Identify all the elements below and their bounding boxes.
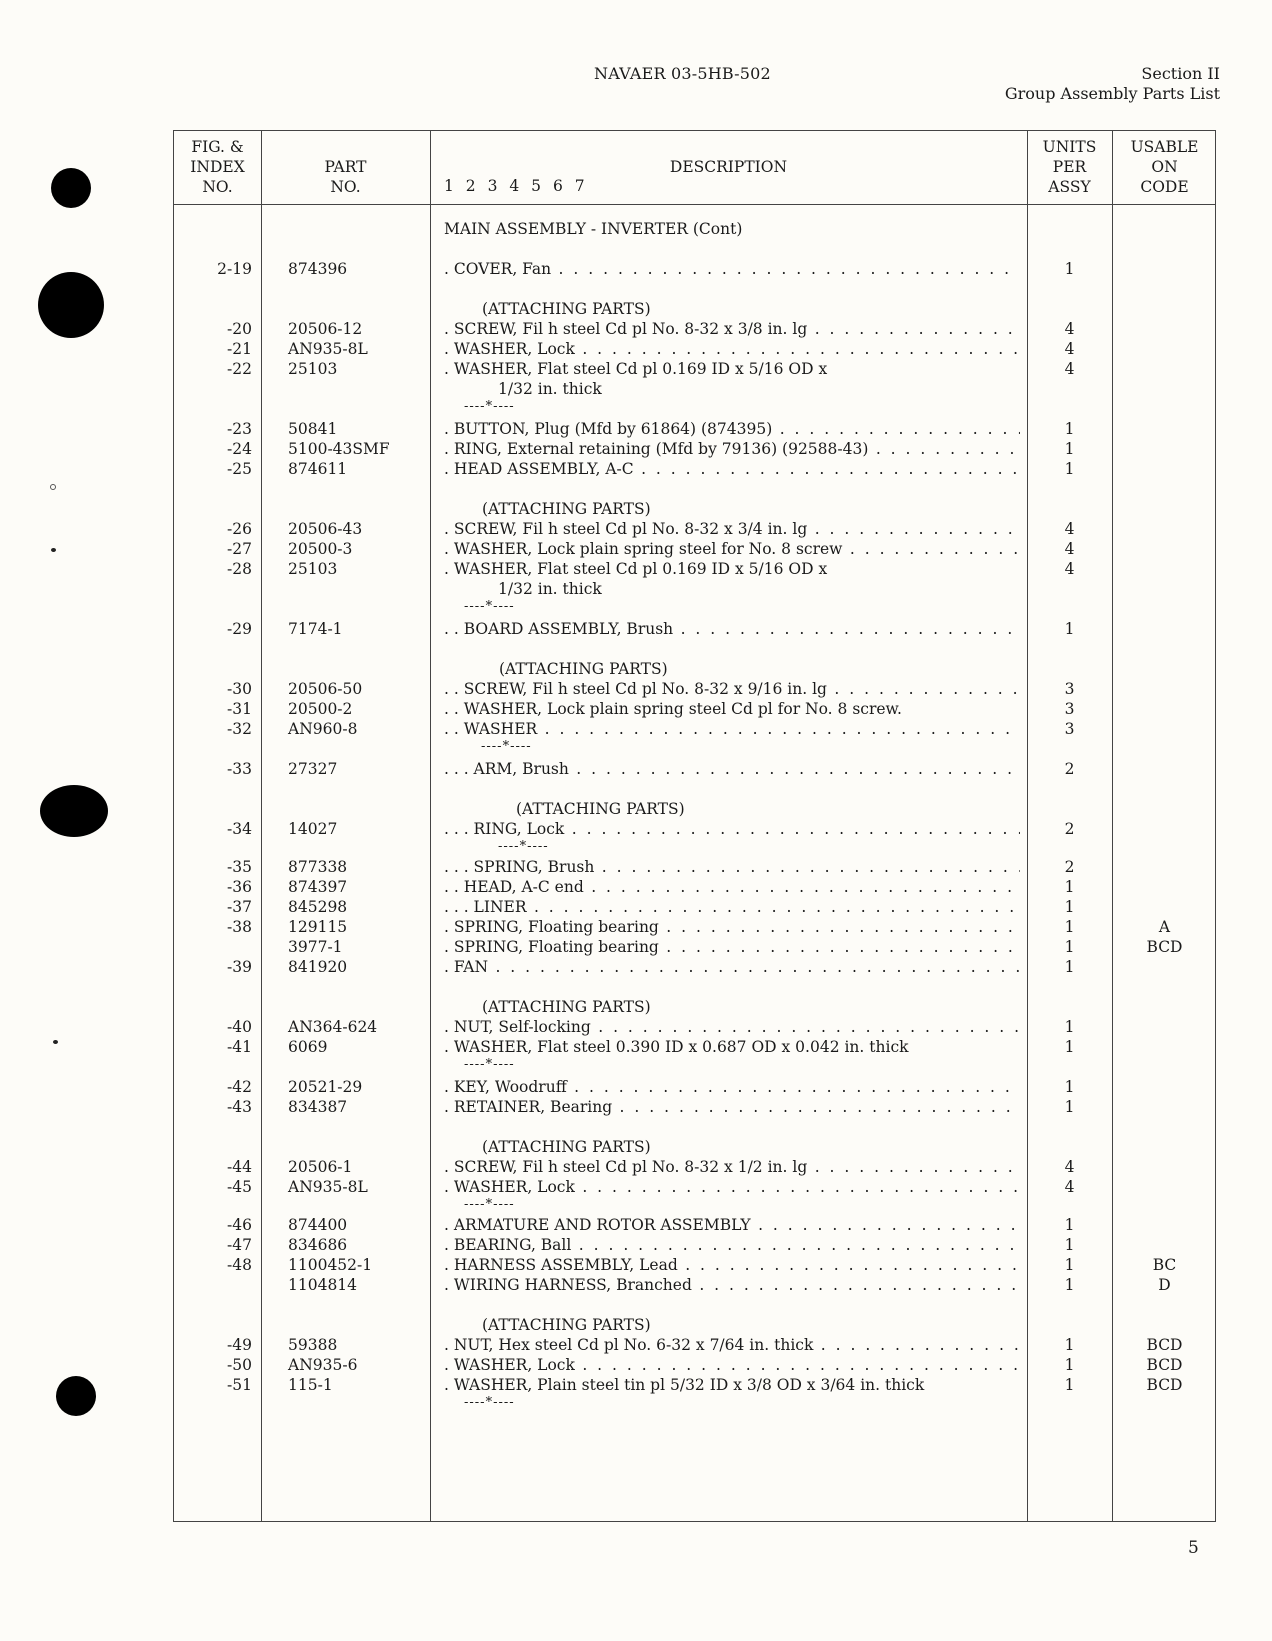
index-number: -38 xyxy=(227,918,252,936)
part-number: 20506-50 xyxy=(288,680,363,698)
units-per-assy: 1 xyxy=(1064,1038,1075,1056)
part-number: 834387 xyxy=(288,1098,348,1116)
part-number: 874396 xyxy=(288,260,348,278)
col-header-units: UNITS PER ASSY xyxy=(1042,138,1097,196)
description: . . . LINER . . . xyxy=(444,897,1020,917)
table-row xyxy=(174,359,1215,379)
index-number: -25 xyxy=(227,460,252,478)
index-number: -48 xyxy=(227,1256,252,1274)
units-per-assy: 3 xyxy=(1064,680,1075,698)
description: . WASHER, Lock . . . xyxy=(444,339,1020,359)
table-row xyxy=(174,1017,1215,1037)
units-per-assy: 2 xyxy=(1064,820,1075,838)
part-number: 3977-1 xyxy=(288,938,343,956)
row-attach xyxy=(174,1315,1215,1335)
table-row xyxy=(174,917,1215,937)
table-row xyxy=(174,319,1215,339)
table-row xyxy=(174,679,1215,699)
description: . ARMATURE AND ROTOR ASSEMBLY . . . xyxy=(444,1215,1020,1235)
description: . BUTTON, Plug (Mfd by 61864) (874395) . . . xyxy=(444,419,1020,439)
header-divider xyxy=(174,204,1215,205)
attaching-parts-label: (ATTACHING PARTS) xyxy=(499,660,668,678)
separator: ----*---- xyxy=(464,399,515,414)
description: . . BOARD ASSEMBLY, Brush . . . xyxy=(444,619,1020,639)
index-number: -20 xyxy=(227,320,252,338)
usable-on-code: BCD xyxy=(1146,938,1183,956)
table-row xyxy=(174,419,1215,439)
table-row xyxy=(174,1097,1215,1117)
units-per-assy: 1 xyxy=(1064,898,1075,916)
index-number: -39 xyxy=(227,958,252,976)
row-attach xyxy=(174,799,1215,819)
index-number: -23 xyxy=(227,420,252,438)
description: . RETAINER, Bearing . . . xyxy=(444,1097,1020,1117)
attaching-parts-label: (ATTACHING PARTS) xyxy=(482,500,651,518)
table-row xyxy=(174,1335,1215,1355)
table-row xyxy=(174,259,1215,279)
units-per-assy: 1 xyxy=(1064,878,1075,896)
part-number: 20500-2 xyxy=(288,700,353,718)
table-row xyxy=(174,439,1215,459)
part-number: 27327 xyxy=(288,760,338,778)
units-per-assy: 2 xyxy=(1064,858,1075,876)
row-sep xyxy=(174,1195,1215,1215)
row-title xyxy=(174,219,1215,239)
index-number: -37 xyxy=(227,898,252,916)
table-row xyxy=(174,339,1215,359)
description: . KEY, Woodruff . . . xyxy=(444,1077,1020,1097)
table-row xyxy=(174,699,1215,719)
units-per-assy: 3 xyxy=(1064,720,1075,738)
index-number: -43 xyxy=(227,1098,252,1116)
index-number: -46 xyxy=(227,1216,252,1234)
index-number: -47 xyxy=(227,1236,252,1254)
section-title: Group Assembly Parts List xyxy=(1004,84,1220,103)
attaching-parts-label: (ATTACHING PARTS) xyxy=(482,1138,651,1156)
index-number: -30 xyxy=(227,680,252,698)
units-per-assy: 1 xyxy=(1064,1376,1075,1394)
row-attach xyxy=(174,299,1215,319)
separator: ----*---- xyxy=(464,1197,515,1212)
index-number: -44 xyxy=(227,1158,252,1176)
description: . WASHER, Lock . . . xyxy=(444,1177,1020,1197)
row-sep xyxy=(174,837,1215,857)
description: . . . SPRING, Brush . . . xyxy=(444,857,1020,877)
description: . NUT, Self-locking . . . xyxy=(444,1017,1020,1037)
index-number: -34 xyxy=(227,820,252,838)
units-per-assy: 1 xyxy=(1064,460,1075,478)
attaching-parts-label: (ATTACHING PARTS) xyxy=(482,998,651,1016)
part-number: 20506-43 xyxy=(288,520,363,538)
table-row xyxy=(174,619,1215,639)
speck xyxy=(50,484,56,490)
units-per-assy: 1 xyxy=(1064,918,1075,936)
index-number: -24 xyxy=(227,440,252,458)
index-number: -22 xyxy=(227,360,252,378)
table-row xyxy=(174,937,1215,957)
document-number: NAVAER 03-5HB-502 xyxy=(594,64,771,83)
units-per-assy: 1 xyxy=(1064,440,1075,458)
index-number: -21 xyxy=(227,340,252,358)
description: . SCREW, Fil h steel Cd pl No. 8-32 x 3/4 in. lg . . . xyxy=(444,519,1020,539)
section-heading xyxy=(1005,64,1220,104)
table-row xyxy=(174,1037,1215,1057)
description: . SCREW, Fil h steel Cd pl No. 8-32 x 3/8 in. lg . . . xyxy=(444,319,1020,339)
row-sep xyxy=(174,737,1215,757)
units-per-assy: 4 xyxy=(1064,1158,1075,1176)
units-per-assy: 1 xyxy=(1064,260,1075,278)
description: . . SCREW, Fil h steel Cd pl No. 8-32 x 9/16 in. lg . . . xyxy=(444,679,1020,699)
row-cont xyxy=(174,579,1215,599)
usable-on-code: BCD xyxy=(1146,1376,1183,1394)
units-per-assy: 1 xyxy=(1064,1236,1075,1254)
attaching-parts-label: (ATTACHING PARTS) xyxy=(516,800,685,818)
table-row xyxy=(174,1375,1215,1395)
index-number: -26 xyxy=(227,520,252,538)
usable-on-code: BCD xyxy=(1146,1336,1183,1354)
index-number: -28 xyxy=(227,560,252,578)
units-per-assy: 2 xyxy=(1064,760,1075,778)
part-number: 874611 xyxy=(288,460,348,478)
description: . . . ARM, Brush . . . xyxy=(444,759,1020,779)
index-number: -42 xyxy=(227,1078,252,1096)
description: . WASHER, Plain steel tin pl 5/32 ID x 3/8 OD x 3/64 in. thick xyxy=(444,1376,925,1394)
description: . WASHER, Lock plain spring steel for No. 8 screw . . . xyxy=(444,539,1020,559)
units-per-assy: 1 xyxy=(1064,1018,1075,1036)
units-per-assy: 4 xyxy=(1064,1178,1075,1196)
index-number: -50 xyxy=(227,1356,252,1374)
units-per-assy: 1 xyxy=(1064,1276,1075,1294)
description: . RING, External retaining (Mfd by 79136) (92588-43) . . . xyxy=(444,439,1020,459)
index-number: -27 xyxy=(227,540,252,558)
units-per-assy: 4 xyxy=(1064,560,1075,578)
part-number: 1100452-1 xyxy=(288,1256,373,1274)
attaching-parts-label: (ATTACHING PARTS) xyxy=(482,300,651,318)
assembly-title: MAIN ASSEMBLY - INVERTER (Cont) xyxy=(444,220,743,238)
description: . SPRING, Floating bearing . . . xyxy=(444,917,1020,937)
description: . HARNESS ASSEMBLY, Lead . . . xyxy=(444,1255,1020,1275)
row-sep xyxy=(174,1055,1215,1075)
index-number: -51 xyxy=(227,1376,252,1394)
description: . SCREW, Fil h steel Cd pl No. 8-32 x 1/2 in. lg . . . xyxy=(444,1157,1020,1177)
table-row xyxy=(174,857,1215,877)
description: . WASHER, Lock . . . xyxy=(444,1355,1020,1375)
part-number: AN935-8L xyxy=(288,1178,368,1196)
index-number: -41 xyxy=(227,1038,252,1056)
part-number: 25103 xyxy=(288,560,338,578)
part-number: 115-1 xyxy=(288,1376,333,1394)
punch-hole-2 xyxy=(38,272,104,338)
table-row xyxy=(174,759,1215,779)
row-attach xyxy=(174,1137,1215,1157)
description: . COVER, Fan . . . xyxy=(444,259,1020,279)
units-per-assy: 1 xyxy=(1064,958,1075,976)
table-row xyxy=(174,1077,1215,1097)
col-header-part: PART NO. xyxy=(324,158,367,196)
units-per-assy: 1 xyxy=(1064,938,1075,956)
units-per-assy: 1 xyxy=(1064,1078,1075,1096)
row-attach xyxy=(174,997,1215,1017)
separator: ----*---- xyxy=(464,1395,515,1410)
units-per-assy: 1 xyxy=(1064,1216,1075,1234)
usable-on-code: A xyxy=(1158,918,1171,936)
table-row xyxy=(174,1177,1215,1197)
table-row xyxy=(174,1355,1215,1375)
table-row xyxy=(174,1275,1215,1295)
part-number: AN960-8 xyxy=(288,720,358,738)
separator: ----*---- xyxy=(464,599,515,614)
part-number: 129115 xyxy=(288,918,348,936)
units-per-assy: 1 xyxy=(1064,1336,1075,1354)
units-per-assy: 4 xyxy=(1064,360,1075,378)
units-per-assy: 1 xyxy=(1064,1098,1075,1116)
part-number: 20521-29 xyxy=(288,1078,363,1096)
part-number: AN364-624 xyxy=(288,1018,378,1036)
table-row xyxy=(174,459,1215,479)
index-number: -32 xyxy=(227,720,252,738)
usable-on-code: D xyxy=(1158,1276,1171,1294)
table-row xyxy=(174,719,1215,739)
part-number: 874397 xyxy=(288,878,348,896)
separator: ----*---- xyxy=(464,1057,515,1072)
index-number: -35 xyxy=(227,858,252,876)
index-number: -36 xyxy=(227,878,252,896)
part-number: AN935-8L xyxy=(288,340,368,358)
row-sep xyxy=(174,1393,1215,1413)
part-number: 877338 xyxy=(288,858,348,876)
units-per-assy: 3 xyxy=(1064,700,1075,718)
part-number: 20506-1 xyxy=(288,1158,353,1176)
table-row xyxy=(174,957,1215,977)
speck xyxy=(51,548,56,552)
units-per-assy: 4 xyxy=(1064,520,1075,538)
part-number: 7174-1 xyxy=(288,620,343,638)
units-per-assy: 1 xyxy=(1064,1256,1075,1274)
part-number: 50841 xyxy=(288,420,338,438)
description: . NUT, Hex steel Cd pl No. 6-32 x 7/64 in. thick . . . xyxy=(444,1335,1020,1355)
page-number: 5 xyxy=(1188,1538,1199,1558)
separator: ----*---- xyxy=(481,739,532,754)
table-row xyxy=(174,519,1215,539)
row-cont xyxy=(174,379,1215,399)
table-row xyxy=(174,819,1215,839)
part-number: AN935-6 xyxy=(288,1356,358,1374)
attaching-parts-label: (ATTACHING PARTS) xyxy=(482,1316,651,1334)
col-header-code: USABLE ON CODE xyxy=(1130,138,1199,196)
description: . . . RING, Lock . . . xyxy=(444,819,1020,839)
part-number: 25103 xyxy=(288,360,338,378)
usable-on-code: BCD xyxy=(1146,1356,1183,1374)
index-number: -45 xyxy=(227,1178,252,1196)
punch-hole-1 xyxy=(51,168,91,208)
description: . BEARING, Ball . . . xyxy=(444,1235,1020,1255)
units-per-assy: 1 xyxy=(1064,420,1075,438)
table-row xyxy=(174,539,1215,559)
table-row xyxy=(174,1215,1215,1235)
index-number: -31 xyxy=(227,700,252,718)
description: . SPRING, Floating bearing . . . xyxy=(444,937,1020,957)
description: . WASHER, Flat steel Cd pl 0.169 ID x 5/16 OD x xyxy=(444,360,828,378)
units-per-assy: 1 xyxy=(1064,620,1075,638)
description: . WASHER, Flat steel 0.390 ID x 0.687 OD x 0.042 in. thick xyxy=(444,1038,909,1056)
part-number: 59388 xyxy=(288,1336,338,1354)
part-number: 841920 xyxy=(288,958,348,976)
indent-level-numbers: 1 2 3 4 5 6 7 xyxy=(444,177,586,195)
part-number: 874400 xyxy=(288,1216,348,1234)
units-per-assy: 1 xyxy=(1064,1356,1075,1374)
parts-list-table xyxy=(173,130,1216,1522)
col-header-index: FIG. & INDEX NO. xyxy=(190,138,245,196)
units-per-assy: 4 xyxy=(1064,540,1075,558)
index-number: -29 xyxy=(227,620,252,638)
table-row xyxy=(174,559,1215,579)
part-number: 20506-12 xyxy=(288,320,363,338)
row-attach xyxy=(174,659,1215,679)
punch-hole-4 xyxy=(56,1376,96,1416)
index-number: 2-19 xyxy=(217,260,252,278)
units-per-assy: 4 xyxy=(1064,340,1075,358)
index-number: -33 xyxy=(227,760,252,778)
index-number: -40 xyxy=(227,1018,252,1036)
table-row xyxy=(174,1235,1215,1255)
description: . . HEAD, A-C end . . . xyxy=(444,877,1020,897)
description-continuation: 1/32 in. thick xyxy=(498,580,602,598)
row-sep xyxy=(174,597,1215,617)
separator: ----*---- xyxy=(498,839,549,854)
index-number: -49 xyxy=(227,1336,252,1354)
punch-hole-3 xyxy=(40,785,108,837)
description-continuation: 1/32 in. thick xyxy=(498,380,602,398)
part-number: 834686 xyxy=(288,1236,348,1254)
description: . HEAD ASSEMBLY, A-C . . . xyxy=(444,459,1020,479)
description: . . WASHER . . . xyxy=(444,719,1020,739)
description: . . WASHER, Lock plain spring steel Cd pl for No. 8 screw. xyxy=(444,700,902,718)
table-row xyxy=(174,897,1215,917)
table-row xyxy=(174,1157,1215,1177)
col-header-description: DESCRIPTION xyxy=(669,158,788,176)
table-row xyxy=(174,1255,1215,1275)
part-number: 20500-3 xyxy=(288,540,353,558)
description: . WIRING HARNESS, Branched . . . xyxy=(444,1275,1020,1295)
speck xyxy=(53,1040,58,1044)
part-number: 14027 xyxy=(288,820,338,838)
row-attach xyxy=(174,499,1215,519)
part-number: 1104814 xyxy=(288,1276,358,1294)
description: . FAN . . . xyxy=(444,957,1020,977)
table-row xyxy=(174,877,1215,897)
description: . WASHER, Flat steel Cd pl 0.169 ID x 5/16 OD x xyxy=(444,560,828,578)
part-number: 5100-43SMF xyxy=(288,440,390,458)
section-label: Section II xyxy=(1141,64,1220,83)
part-number: 6069 xyxy=(288,1038,328,1056)
units-per-assy: 4 xyxy=(1064,320,1075,338)
part-number: 845298 xyxy=(288,898,348,916)
usable-on-code: BC xyxy=(1152,1256,1177,1274)
row-sep xyxy=(174,397,1215,417)
